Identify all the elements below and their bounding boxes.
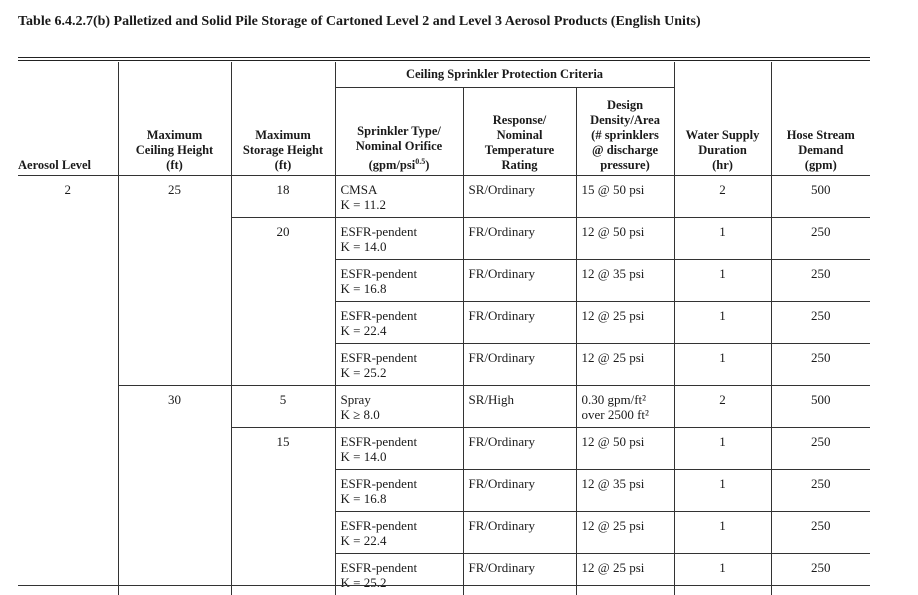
header-design-density: Design Density/Area (# sprinklers @ discharge pressure) xyxy=(576,88,674,176)
cell-response-rating: FR/Ordinary xyxy=(463,260,576,302)
table-row xyxy=(18,176,870,218)
density-text: 12 @ 25 psi xyxy=(582,308,645,323)
cell-ceiling-height: 30 xyxy=(118,386,231,428)
cell-design-density xyxy=(576,302,674,344)
cell-water-supply: 1 xyxy=(674,218,771,260)
cell-hose-stream: 250 xyxy=(771,302,870,344)
table-row xyxy=(18,260,870,302)
cell-sprinkler-type xyxy=(335,218,463,260)
table-row xyxy=(18,302,870,344)
k-factor-text: K = 22.4 xyxy=(341,323,387,338)
cell-storage-height xyxy=(231,302,335,344)
table-row xyxy=(18,554,870,595)
cell-ceiling-height xyxy=(118,554,231,595)
header-hose-stream: Hose Stream Demand (gpm) xyxy=(771,62,870,176)
density-text: 12 @ 25 psi xyxy=(582,518,645,533)
cell-sprinkler-type xyxy=(335,512,463,554)
header-ceiling-height: Maximum Ceiling Height (ft) xyxy=(118,62,231,176)
sprinkler-type-text: ESFR-pendent xyxy=(341,476,418,491)
cell-hose-stream: 500 xyxy=(771,176,870,218)
cell-response-rating: FR/Ordinary xyxy=(463,470,576,512)
cell-aerosol-level xyxy=(18,512,118,554)
cell-response-rating: FR/Ordinary xyxy=(463,218,576,260)
cell-ceiling-height xyxy=(118,344,231,386)
header-response: Response/ Nominal Temperature Rating xyxy=(463,88,576,176)
cell-storage-height xyxy=(231,470,335,512)
cell-ceiling-height xyxy=(118,218,231,260)
cell-response-rating: FR/Ordinary xyxy=(463,302,576,344)
cell-aerosol-level xyxy=(18,260,118,302)
cell-water-supply: 1 xyxy=(674,344,771,386)
cell-storage-height: 20 xyxy=(231,218,335,260)
cell-ceiling-height xyxy=(118,428,231,470)
density-text: 12 @ 50 psi xyxy=(582,434,645,449)
cell-response-rating: SR/High xyxy=(463,386,576,428)
cell-response-rating: FR/Ordinary xyxy=(463,554,576,595)
cell-storage-height: 15 xyxy=(231,428,335,470)
sprinkler-type-text: CMSA xyxy=(341,182,378,197)
cell-storage-height xyxy=(231,260,335,302)
cell-design-density xyxy=(576,176,674,218)
table-row xyxy=(18,344,870,386)
cell-sprinkler-type xyxy=(335,386,463,428)
cell-response-rating: FR/Ordinary xyxy=(463,428,576,470)
header-storage-height: Maximum Storage Height (ft) xyxy=(231,62,335,176)
k-factor-text: K = 25.2 xyxy=(341,365,387,380)
sprinkler-type-text: ESFR-pendent xyxy=(341,518,418,533)
sprinkler-type-text: ESFR-pendent xyxy=(341,434,418,449)
cell-water-supply: 1 xyxy=(674,470,771,512)
cell-water-supply: 2 xyxy=(674,176,771,218)
cell-response-rating: FR/Ordinary xyxy=(463,512,576,554)
density-text: 12 @ 50 psi xyxy=(582,224,645,239)
cell-sprinkler-type xyxy=(335,176,463,218)
cell-aerosol-level xyxy=(18,428,118,470)
cell-sprinkler-type xyxy=(335,260,463,302)
cell-design-density xyxy=(576,260,674,302)
cell-aerosol-level: 2 xyxy=(18,176,118,218)
cell-design-density xyxy=(576,428,674,470)
bottom-rule xyxy=(18,585,870,586)
cell-ceiling-height xyxy=(118,470,231,512)
cell-storage-height xyxy=(231,344,335,386)
cell-design-density xyxy=(576,512,674,554)
cell-sprinkler-type xyxy=(335,428,463,470)
header-sprinkler-type: Sprinkler Type/ Nominal Orifice (gpm/psi$^{0.5}$) xyxy=(335,88,463,176)
header-water-supply: Water Supply Duration (hr) xyxy=(674,62,771,176)
top-rule-2 xyxy=(18,60,870,61)
cell-hose-stream: 250 xyxy=(771,512,870,554)
sprinkler-type-text: ESFR-pendent xyxy=(341,308,418,323)
header-aerosol-level: Aerosol Level xyxy=(18,62,118,176)
cell-design-density xyxy=(576,470,674,512)
cell-water-supply: 1 xyxy=(674,428,771,470)
cell-hose-stream: 250 xyxy=(771,428,870,470)
table-row xyxy=(18,512,870,554)
cell-sprinkler-type xyxy=(335,302,463,344)
cell-hose-stream: 500 xyxy=(771,386,870,428)
cell-aerosol-level xyxy=(18,302,118,344)
cell-design-density xyxy=(576,218,674,260)
density-text: 12 @ 35 psi xyxy=(582,476,645,491)
cell-ceiling-height: 25 xyxy=(118,176,231,218)
cell-aerosol-level xyxy=(18,344,118,386)
cell-aerosol-level xyxy=(18,554,118,595)
cell-design-density xyxy=(576,386,674,428)
table-row xyxy=(18,470,870,512)
cell-ceiling-height xyxy=(118,302,231,344)
k-factor-text: K ≥ 8.0 xyxy=(341,407,380,422)
cell-design-density xyxy=(576,344,674,386)
cell-water-supply: 1 xyxy=(674,512,771,554)
cell-hose-stream: 250 xyxy=(771,218,870,260)
cell-ceiling-height xyxy=(118,512,231,554)
header-protection-criteria: Ceiling Sprinkler Protection Criteria xyxy=(335,62,674,88)
cell-water-supply: 1 xyxy=(674,554,771,595)
cell-design-density xyxy=(576,554,674,595)
sprinkler-type-text: ESFR-pendent xyxy=(341,350,418,365)
sprinkler-type-text: Spray xyxy=(341,392,371,407)
table-title: Table 6.4.2.7(b) Palletized and Solid Pile Storage of Cartoned Level 2 and Level 3 Aerosol Products (English Units) xyxy=(18,13,878,30)
density-text: 12 @ 35 psi xyxy=(582,266,645,281)
top-rule xyxy=(18,57,870,58)
cell-response-rating: FR/Ordinary xyxy=(463,344,576,386)
k-factor-text: K = 14.0 xyxy=(341,449,387,464)
density-text: 12 @ 25 psi xyxy=(582,560,645,575)
cell-storage-height: 5 xyxy=(231,386,335,428)
density-text: 15 @ 50 psi xyxy=(582,182,645,197)
sprinkler-table xyxy=(18,62,870,595)
sprinkler-type-text: ESFR-pendent xyxy=(341,266,418,281)
cell-hose-stream: 250 xyxy=(771,470,870,512)
sprinkler-type-text: ESFR-pendent xyxy=(341,560,418,575)
cell-sprinkler-type xyxy=(335,344,463,386)
k-factor-text: K = 22.4 xyxy=(341,533,387,548)
density-text: 0.30 gpm/ft² xyxy=(582,392,647,407)
cell-hose-stream: 250 xyxy=(771,554,870,595)
cell-storage-height: 18 xyxy=(231,176,335,218)
cell-sprinkler-type xyxy=(335,554,463,595)
cell-hose-stream: 250 xyxy=(771,260,870,302)
k-factor-text: K = 25.2 xyxy=(341,575,387,590)
cell-sprinkler-type xyxy=(335,470,463,512)
table-row xyxy=(18,218,870,260)
cell-storage-height xyxy=(231,554,335,595)
cell-aerosol-level xyxy=(18,470,118,512)
table-row xyxy=(18,386,870,428)
cell-hose-stream: 250 xyxy=(771,344,870,386)
cell-aerosol-level xyxy=(18,218,118,260)
cell-ceiling-height xyxy=(118,260,231,302)
k-factor-text: K = 16.8 xyxy=(341,281,387,296)
cell-storage-height xyxy=(231,512,335,554)
k-factor-text: K = 11.2 xyxy=(341,197,387,212)
k-factor-text: K = 16.8 xyxy=(341,491,387,506)
density-area-text: over 2500 ft² xyxy=(582,407,649,422)
sprinkler-type-text: ESFR-pendent xyxy=(341,224,418,239)
cell-water-supply: 2 xyxy=(674,386,771,428)
k-factor-text: K = 14.0 xyxy=(341,239,387,254)
cell-aerosol-level xyxy=(18,386,118,428)
cell-water-supply: 1 xyxy=(674,260,771,302)
density-text: 12 @ 25 psi xyxy=(582,350,645,365)
cell-response-rating: SR/Ordinary xyxy=(463,176,576,218)
table-row xyxy=(18,428,870,470)
cell-water-supply: 1 xyxy=(674,302,771,344)
